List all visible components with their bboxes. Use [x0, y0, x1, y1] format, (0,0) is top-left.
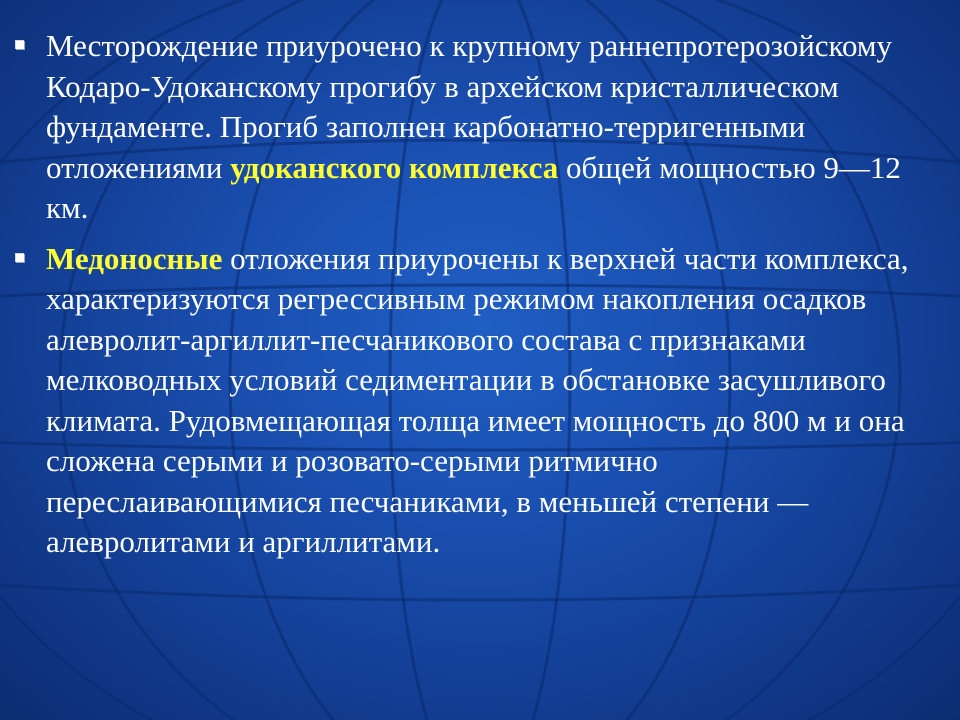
bullet-item-deposit [12, 26, 912, 229]
slide-body [12, 26, 912, 573]
bullet-text: отложения приурочены к верхней части комплекса, характеризуются регрессивным режимом накопления осадков алевролит-аргиллит-песчаникового состава с признаками мелководных условий седиментации в обстановке засушливого климата. Рудовмещающая толща имеет мощность до 800 м и она сложена серыми и розовато-серыми ритмично переслаивающимися песчаниками, в меньшей степени — алевролитами и аргиллитами. [46, 240, 909, 559]
bullet-text: общей мощностью 9—12 км. [46, 149, 901, 225]
square-bullet-icon [15, 253, 24, 262]
highlight-term: Медоносные [46, 240, 223, 276]
bullet-item-ore-bearing [12, 239, 912, 563]
bullet-text: Месторождение приурочено к крупному раннепротерозойскому Кодаро-Удоканскому прогибу в архейском кристаллическом фундаменте. Прогиб заполнен карбонатно-терригенными отложениями [46, 28, 893, 185]
highlight-term: удоканского комплекса [230, 149, 559, 185]
square-bullet-icon [15, 40, 24, 49]
